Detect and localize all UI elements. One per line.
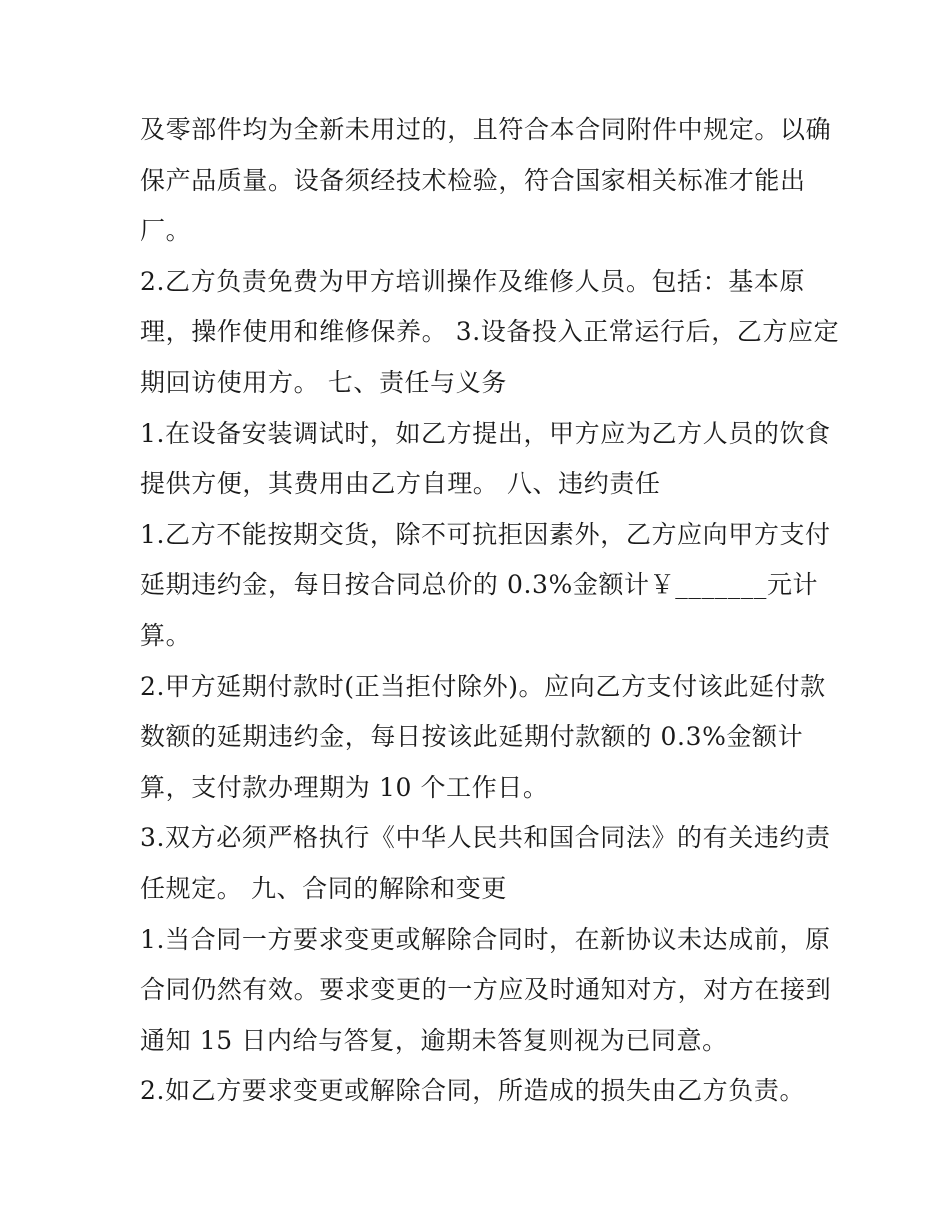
- text-line: 1.乙方不能按期交货，除不可抗拒因素外，乙方应向甲方支付: [140, 519, 831, 549]
- text-line: 3.双方必须严格执行《中华人民共和国合同法》的有关违约责: [140, 823, 831, 853]
- text-line: 2.如乙方要求变更或解除合同，所造成的损失由乙方负责。: [140, 1076, 806, 1106]
- text-line: 及零部件均为全新未用过的，且符合本合同附件中规定。以确: [140, 115, 832, 144]
- text-line: 1.当合同一方要求变更或解除合同时，在新协议未达成前，原: [140, 924, 831, 954]
- text-line: 保产品质量。设备须经技术检验，符合国家相关标准才能出: [140, 165, 806, 195]
- text-line: 数额的延期违约金，每日按该此延期付款额的 0.3%金额计: [140, 722, 804, 752]
- text-line: 期回访使用方。 七、责任与义务: [140, 367, 507, 397]
- text-line: 厂。: [140, 216, 192, 246]
- text-line: 算，支付款办理期为 10 个工作日。: [140, 772, 549, 802]
- text-line: 通知 15 日内给与答复，逾期未答复则视为已同意。: [140, 1025, 728, 1055]
- text-line: 提供方便，其费用由乙方自理。 八、违约责任: [140, 469, 661, 499]
- text-line: 任规定。 九、合同的解除和变更: [140, 873, 507, 903]
- text-line: 2.乙方负责免费为甲方培训操作及维修人员。包括：基本原: [140, 266, 806, 296]
- text-line: 2.甲方延期付款时(正当拒付除外)。应向乙方支付该此延付款: [140, 671, 826, 701]
- text-line: 算。: [140, 620, 192, 650]
- text-line: 理，操作使用和维修保养。 3.设备投入正常运行后，乙方应定: [140, 317, 840, 347]
- document-body: [140, 105, 840, 1117]
- text-line: 延期违约金，每日按合同总价的 0.3%金额计￥_______元计: [140, 570, 819, 600]
- text-line: 1.在设备安装调试时，如乙方提出，甲方应为乙方人员的饮食: [140, 418, 831, 448]
- text-line: 合同仍然有效。要求变更的一方应及时通知对方，对方在接到: [140, 975, 832, 1005]
